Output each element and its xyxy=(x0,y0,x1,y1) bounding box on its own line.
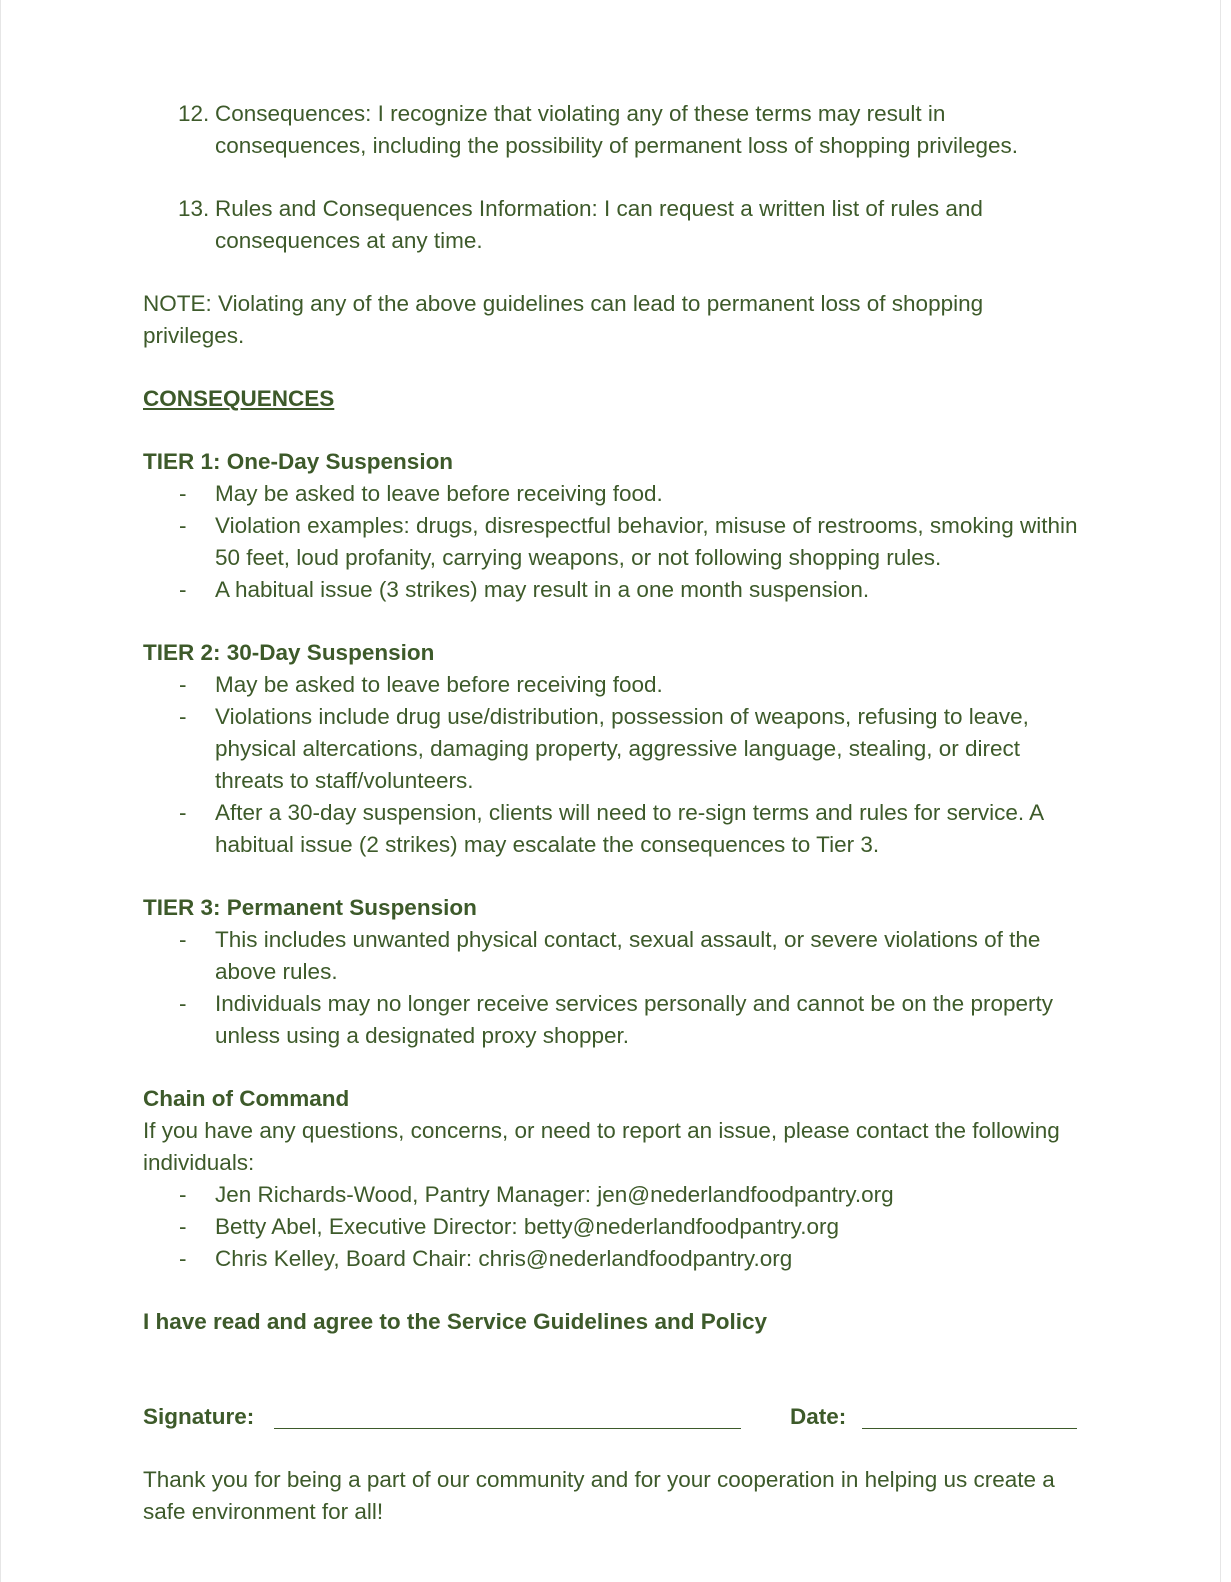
list-item-text: A habitual issue (3 strikes) may result in a one month suspension. xyxy=(215,577,870,602)
bullet-dash: - xyxy=(179,1246,187,1271)
list-item-text: Violation examples: drugs, disrespectful behavior, misuse of restrooms, smoking within 50 feet, loud profanity, carrying weapons, or not following shopping rules. xyxy=(215,513,1078,570)
list-item-text: Individuals may no longer receive services personally and cannot be on the property unless using a designated proxy shopper. xyxy=(215,991,1053,1048)
signature-line xyxy=(274,1428,741,1429)
bullet-dash: - xyxy=(179,927,187,952)
tier-3-heading: TIER 3: Permanent Suspension xyxy=(143,895,477,920)
numbered-item-13 xyxy=(143,193,1083,257)
list-item xyxy=(143,574,1083,606)
bullet-dash: - xyxy=(179,1182,187,1207)
bullet-dash: - xyxy=(179,513,187,538)
item-number: 12. xyxy=(178,101,210,126)
note-paragraph: NOTE: Violating any of the above guidelines can lead to permanent loss of shopping privileges. xyxy=(143,291,984,348)
list-item xyxy=(143,701,1083,797)
bullet-dash: - xyxy=(179,672,187,697)
contact-item xyxy=(143,1211,1083,1243)
bullet-dash: - xyxy=(179,1214,187,1239)
agreement-statement: I have read and agree to the Service Guidelines and Policy xyxy=(143,1309,767,1334)
list-item xyxy=(143,924,1083,988)
list-item-text: After a 30-day suspension, clients will need to re-sign terms and rules for service. A habitual issue (2 strikes) may escalate the consequences to Tier 3. xyxy=(215,800,1043,857)
page-edge-right xyxy=(1220,0,1221,1582)
chain-of-command-intro: If you have any questions, concerns, or need to report an issue, please contact the following individuals: xyxy=(143,1118,1060,1175)
contact-item xyxy=(143,1179,1083,1211)
document-body xyxy=(143,98,1083,1528)
tier-1-list xyxy=(143,478,1083,606)
bullet-dash: - xyxy=(179,577,187,602)
numbered-item-12 xyxy=(143,98,1083,162)
bullet-dash: - xyxy=(179,800,187,825)
bullet-dash: - xyxy=(179,481,187,506)
tier-2-list xyxy=(143,669,1083,861)
list-item xyxy=(143,797,1083,861)
contact-item xyxy=(143,1243,1083,1275)
contact-text: Chris Kelley, Board Chair: chris@nederlandfoodpantry.org xyxy=(215,1246,793,1271)
consequences-heading: CONSEQUENCES xyxy=(143,386,335,411)
chain-of-command-heading: Chain of Command xyxy=(143,1086,350,1111)
closing-paragraph: Thank you for being a part of our community and for your cooperation in helping us create a safe environment for all! xyxy=(143,1467,1055,1524)
contact-text: Betty Abel, Executive Director: betty@nederlandfoodpantry.org xyxy=(215,1214,840,1239)
list-item-text: May be asked to leave before receiving food. xyxy=(215,481,663,506)
list-item xyxy=(143,478,1083,510)
list-item-text: Violations include drug use/distribution, possession of weapons, refusing to leave, physical altercations, damaging property, aggressive language, stealing, or direct threats to staff/volunteers. xyxy=(215,704,1029,793)
item-text: Consequences: I recognize that violating any of these terms may result in consequences, including the possibility of permanent loss of shopping privileges. xyxy=(215,101,1018,158)
list-item-text: This includes unwanted physical contact, sexual assault, or severe violations of the above rules. xyxy=(215,927,1041,984)
contact-text: Jen Richards-Wood, Pantry Manager: jen@nederlandfoodpantry.org xyxy=(215,1182,894,1207)
item-number: 13. xyxy=(178,196,210,221)
page-edge-left xyxy=(0,0,1,1582)
tier-2-heading: TIER 2: 30-Day Suspension xyxy=(143,640,435,665)
bullet-dash: - xyxy=(179,991,187,1016)
tier-3-list xyxy=(143,924,1083,1052)
bullet-dash: - xyxy=(179,704,187,729)
signature-row xyxy=(143,1401,1083,1441)
list-item xyxy=(143,669,1083,701)
list-item-text: May be asked to leave before receiving food. xyxy=(215,672,663,697)
date-label: Date: xyxy=(790,1404,847,1429)
item-text: Rules and Consequences Information: I can request a written list of rules and consequences at any time. xyxy=(215,196,983,253)
list-item xyxy=(143,510,1083,574)
contact-list xyxy=(143,1179,1083,1275)
date-line xyxy=(862,1428,1077,1429)
signature-label: Signature: xyxy=(143,1404,255,1429)
list-item xyxy=(143,988,1083,1052)
tier-1-heading: TIER 1: One-Day Suspension xyxy=(143,449,454,474)
